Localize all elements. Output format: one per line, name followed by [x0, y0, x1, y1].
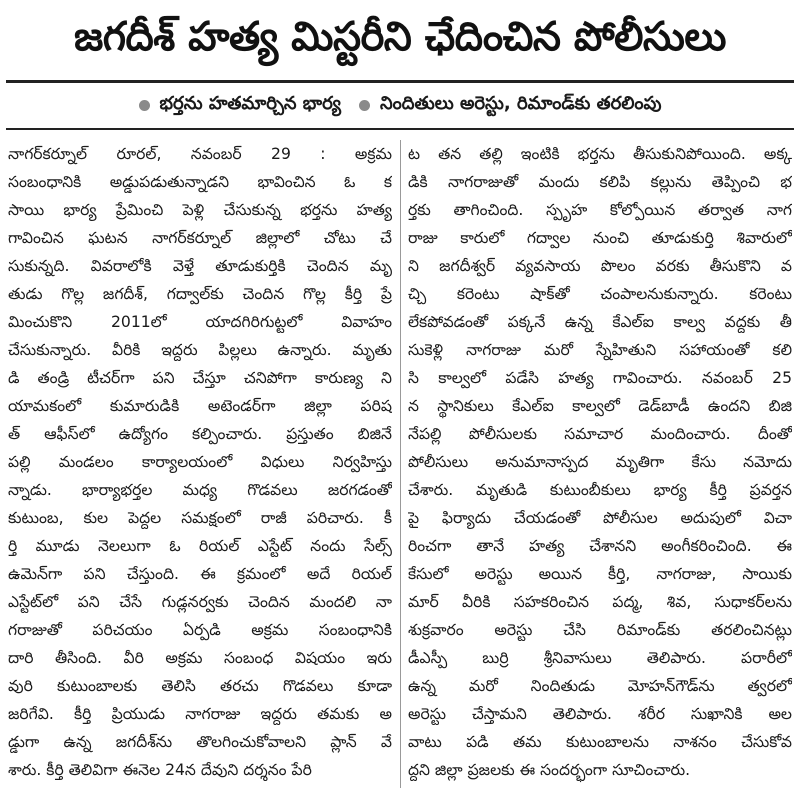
text-line: ర్తకు తాగించింది. స్పృహ కోల్పోయిన తర్వాత నాగ	[408, 201, 792, 219]
text-line: పల్లి మండలం కార్యాలయంలో విధులు నిర్వహిస్తు	[8, 453, 392, 471]
text-line: సి కాల్వలో పడేసి హత్య గావించారు. నవంబర్ 25	[408, 369, 792, 387]
text-line: గావించిన ఘటన నాగర్‌కర్నూల్ జిల్లాలో చోటు చే	[8, 229, 392, 247]
text-line: మార్ వీరికి సహకరించిన పద్మ, శివ, సుధాకర్‌లను	[408, 593, 792, 611]
text-line: శుక్రవారం అరెస్టు చేసి రిమాండ్‌కు తరలించినట్లు	[408, 621, 792, 639]
text-line: డ్డుగా ఉన్న జగదీశ్‌ను తొలగించుకోవాలని ప్లాన్ వే	[8, 733, 392, 751]
column-divider	[400, 140, 401, 788]
text-line: ఉమెన్‌గా పని చేస్తుంది. ఈ క్రమంలో అదే రియల్	[8, 565, 392, 583]
headline-rule	[6, 80, 794, 83]
subhead-rule	[6, 128, 794, 130]
text-line: లేకపోవడంతో పక్కనే ఉన్న కేఎల్ఐ కాల్వ వద్దకు తీ	[408, 313, 792, 331]
subheads	[0, 88, 800, 122]
text-line: డి తండ్రి టీచర్‌గా పని చేస్తూ చనిపోగా కారుణ్య ని	[8, 369, 392, 387]
left-column	[8, 140, 392, 788]
text-line: మించుకొని 2011లో యాదగిరిగుట్టలో వివాహం	[8, 313, 392, 331]
text-line: చ్చి కరెంటు షాక్‌తో చంపాలనుకున్నారు. కరెంటు	[408, 285, 792, 303]
text-line: నాగర్‌కర్నూల్ రూరల్, నవంబర్ 29 : అక్రమ	[8, 145, 392, 163]
next-article-cutoff	[0, 792, 800, 812]
subhead-1	[139, 93, 341, 118]
text-line: డీఎస్పీ బుర్రి శ్రీనివాసులు తెలిపారు. పరారీలో	[408, 649, 792, 667]
text-line: డికి నాగరాజుతో మందు కలిపి కల్లును తెప్పించి భ	[408, 173, 792, 191]
text-line: తుడు గొల్ల జగదీశ్, గద్వాల్‌కు చెందిన గొల్ల కీర్తి ప్రే	[8, 285, 392, 303]
text-line: దారి తీసింది. వీరి అక్రమ సంబంధ విషయం ఇరు	[8, 649, 392, 667]
text-line: రించగా తానే హత్య చేశానని అంగీకరించింది. ఈ	[408, 537, 792, 555]
text-line: పోలీసులు అనుమానాస్పద మృతిగా కేసు నమోదు	[408, 453, 792, 471]
bullet-icon	[359, 100, 370, 111]
text-line: ఉన్న మరో నిందితుడు మోహన్‌గౌడ్‌ను త్వరలో	[408, 677, 792, 695]
text-line: కేసులో అరెస్టు అయిన కీర్తి, నాగరాజు, సాయికు	[408, 565, 792, 583]
text-line: నేపల్లి పోలీసులకు సమాచార మందించారు. దీంతో	[408, 425, 792, 443]
subhead-2	[359, 93, 661, 118]
text-line: సంబంధానికి అడ్డుపడుతున్నాడని భావించిన ఓ క	[8, 173, 392, 191]
text-line: యామకంలో కుమారుడికి అటెండర్‌గా జిల్లా పరిష	[8, 397, 392, 415]
text-line: గరాజుతో పరిచయం ఏర్పడి అక్రమ సంబంధానికి	[8, 621, 392, 639]
text-line: న స్థానికులు కేఎల్ఐ కాల్వలో డెడ్‌బాడీ ఉందని బిజి	[408, 397, 792, 415]
text-line: సుకున్నది. వివరాలోకి వెళ్తే తూడుకుర్తికి చెందిన మృ	[8, 257, 392, 275]
text-line: న్నాడు. భార్యాభర్తల మధ్య గొడవలు జరగడంతో	[8, 481, 392, 499]
text-line: శారు. కీర్తి తెలివిగా ఈనెల 24న దేవుని దర్శనం పేరి	[8, 761, 312, 779]
headline: జగదీశ్ హత్య మిస్టరీని ఛేదించిన పోలీసులు	[73, 14, 727, 60]
text-line: పై ఫిర్యాదు చేయడంతో పోలీసుల అదుపులో విచా	[408, 509, 792, 527]
text-line: ని జగదీశ్వర్ వ్యవసాయ పొలం వరకు తీసుకొని వ	[408, 257, 792, 275]
text-line: ద్దని జిల్లా ప్రజలకు ఈ సందర్భంగా సూచించారు.	[408, 761, 691, 779]
right-column	[408, 140, 792, 788]
text-line: ఎస్టేట్‌లో పని చేసే గుడ్లనర్వకు చెందిన మందలి నా	[8, 593, 392, 611]
text-line: ట తన తల్లి ఇంటికి భర్తను తీసుకునిపోయింది. అక్క	[408, 145, 792, 163]
text-line: సాయి భార్య ప్రేమించి పెళ్లి చేసుకున్న భర్తను హత్య	[8, 201, 392, 219]
bullet-icon	[139, 100, 150, 111]
text-line: చేసుకున్నారు. వీరికి ఇద్దరు పిల్లలు ఉన్నారు. మృతు	[8, 341, 392, 359]
text-line: సుకెళ్లి నాగరాజు మరో స్నేహితుని సహాయంతో కలి	[408, 341, 792, 359]
subhead-2-text: నిందితులు అరెస్టు, రిమాండ్‌కు తరలింపు	[380, 92, 662, 114]
text-line: వురి కుటుంబాలకు తెలిసి తరచు గొడవలు కూడా	[8, 677, 392, 695]
text-line: వాటు పడి తమ కుటుంబాలను నాశనం చేసుకోవ	[408, 733, 792, 751]
text-line: రాజు కారులో గద్వాల నుంచి తూడుకుర్తి శివారులో	[408, 229, 792, 247]
text-line: జరిగేవి. కీర్తి ప్రియుడు నాగరాజు ఇద్దరు తమకు అ	[8, 705, 392, 723]
text-line: చేశారు. మృతుడి కుటుంబీకులు భార్య కీర్తి ప్రవర్తన	[408, 481, 792, 499]
subhead-1-text: భర్తను హతమార్చిన భార్య	[159, 92, 341, 114]
text-line: కుటుంబ, కుల పెద్దల సమక్షంలో రాజీ పరిచారు. కీ	[8, 509, 392, 527]
text-line: అరెస్టు చేస్తామని తెలిపారు. శరీర సుఖానికి అల	[408, 705, 792, 723]
text-line: ర్తి మూడు నెలలుగా ఓ రియల్ ఎస్టేట్ నందు సేల్స్	[8, 537, 392, 555]
text-line: త్ ఆఫీస్‌లో ఉద్యోగం కల్పించారు. ప్రస్తుతం బిజినే	[8, 425, 392, 443]
